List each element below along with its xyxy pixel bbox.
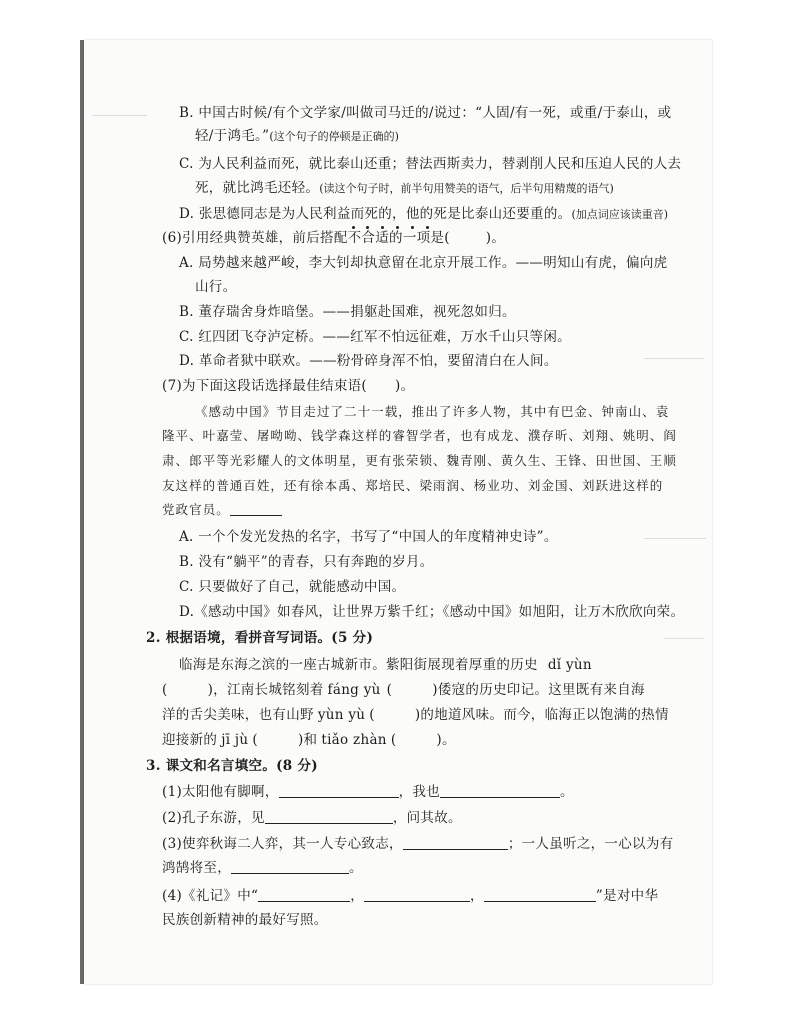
section-2-heading: 2. 根据语境，看拼音写词语。(5 分)	[146, 630, 374, 646]
pinyin: fáng yù	[327, 682, 381, 698]
passage-line: 《感动中国》节目走过了二十一载，推出了许多人物，其中有巴金、钟南山、袁	[195, 404, 670, 419]
q6-option-c: C. 红四团飞夺泸定桥。——红军不怕远征难，万水千山只等闲。	[179, 329, 571, 345]
bleed-through-mark	[664, 638, 704, 647]
option-c-note: (读这个句子时，前半句用赞美的语气，后半句用精蔑的语气)	[319, 182, 614, 195]
fill-in-2: (2)孔子东游，见 ，问其故。	[162, 810, 462, 826]
pinyin-line-1: 临海是东海之滨的一座古城新市。紫阳街展现着厚重的历史 dǐ yùn	[179, 657, 592, 673]
q7-option-b: B. 没有“躺平”的青春，只有奔跑的岁月。	[179, 554, 434, 570]
fill-in-3: (3)使弈秋诲二人弈，其一人专心致志， ；一人虽听之，一心以为有	[162, 836, 674, 852]
question-6: (6)引用经典赞英雄，前后搭配不合适的一项是( )。	[162, 230, 506, 246]
fill-blank[interactable]	[484, 887, 596, 902]
option-b-note: (这个句子的停顿是正确的)	[269, 130, 399, 143]
option-c-line1: C. 为人民利益而死，就比泰山还重；替法西斯卖力，替剥削人民和压迫人民的人去	[179, 156, 682, 172]
option-c-line2: 死，就比鸿毛还轻。(读这个句子时，前半句用赞美的语气，后半句用精蔑的语气)	[195, 180, 614, 196]
q7-option-c: C. 只要做好了自己，就能感动中国。	[179, 579, 406, 595]
fill-blank[interactable]	[279, 783, 399, 798]
fill-blank[interactable]	[364, 887, 470, 902]
fill-in-4: (4)《礼记》中“ ， ， ”是对中华	[162, 888, 659, 904]
option-d-line: D. 张思德同志是为人民利益而死的，他的死是比泰山还要重的。(加点词应该读重音)	[179, 206, 669, 222]
fill-blank[interactable]	[258, 887, 350, 902]
bleed-through-mark	[92, 115, 147, 124]
pinyin: yùn yù	[317, 707, 366, 723]
pinyin-line-4: 迎接新的 jī jù ( )和 tiǎo zhàn ( )。	[162, 732, 456, 748]
pinyin-line-2: ( )，江南长城铭刻着 fáng yù ( )倭寇的历史印记。这里既有来自海	[162, 682, 645, 698]
pinyin: dǐ yùn	[547, 657, 592, 673]
question-7: (7)为下面这段话选择最佳结束语( )。	[162, 378, 415, 394]
fill-in-1: (1)太阳他有脚啊， ，我也 。	[162, 784, 574, 800]
q7-option-d: D.《感动中国》如春风，让世界万紫千红；《感动中国》如旭阳，让万木欣欣向荣。	[179, 604, 685, 620]
fill-in-4-cont: 民族创新精神的最好写照。	[162, 912, 328, 928]
pinyin: tiǎo zhàn	[321, 732, 387, 748]
fill-in-3-cont: 鸿鹄将至， 。	[162, 860, 363, 876]
fill-blank[interactable]	[403, 835, 508, 850]
option-b-line1: B. 中国古时候/有个文学家/叫做司马迁的/说过：“人固/有一死，或重/于泰山，或	[179, 105, 672, 121]
bleed-through-mark	[644, 538, 706, 547]
section-3-heading: 3. 课文和名言填空。(8 分)	[146, 758, 318, 774]
q7-option-a: A. 一个个发光发热的名字，书写了“中国人的年度精神史诗”。	[179, 529, 558, 545]
passage-blank[interactable]	[230, 501, 282, 516]
passage-line: 隆平、叶嘉莹、屠呦呦、钱学森这样的睿智学者，也有成龙、濮存昕、刘翔、姚明、阎	[162, 428, 677, 443]
q6-option-a-line1: A. 局势越来越严峻，李大钊却执意留在北京开展工作。——明知山有虎，偏向虎	[179, 255, 668, 271]
fill-blank[interactable]	[231, 859, 349, 874]
fill-blank[interactable]	[440, 783, 560, 798]
fill-blank[interactable]	[265, 809, 393, 824]
pinyin: jī jù	[221, 732, 249, 748]
passage-line: 党政官员。	[162, 500, 282, 520]
option-b-line2: 轻/于鸿毛。”(这个句子的停顿是正确的)	[195, 128, 399, 144]
passage-line: 友这样的普通百姓，还有徐本禹、郑培民、梁雨润、杨业功、刘金国、刘跃进这样的	[162, 478, 664, 493]
passage-line: 肃、郎平等光彩耀人的文体明星，更有张荣锁、魏青刚、黄久生、王锋、田世国、王顺	[162, 453, 677, 468]
q6-option-a-line2: 山行。	[195, 279, 237, 295]
bleed-through-mark	[644, 358, 704, 367]
exam-page	[84, 40, 712, 984]
option-d-note: (加点词应该读重音)	[571, 208, 669, 221]
pinyin-line-3: 洋的舌尖美味，也有山野 yùn yù ( )的地道风味。而今，临海正以饱满的热情	[162, 707, 669, 723]
q6-option-b: B. 董存瑞舍身炸暗堡。——捐躯赴国难，视死忽如归。	[179, 304, 516, 320]
q6-option-d: D. 革命者狱中联欢。——粉骨碎身浑不怕，要留清白在人间。	[179, 353, 558, 369]
